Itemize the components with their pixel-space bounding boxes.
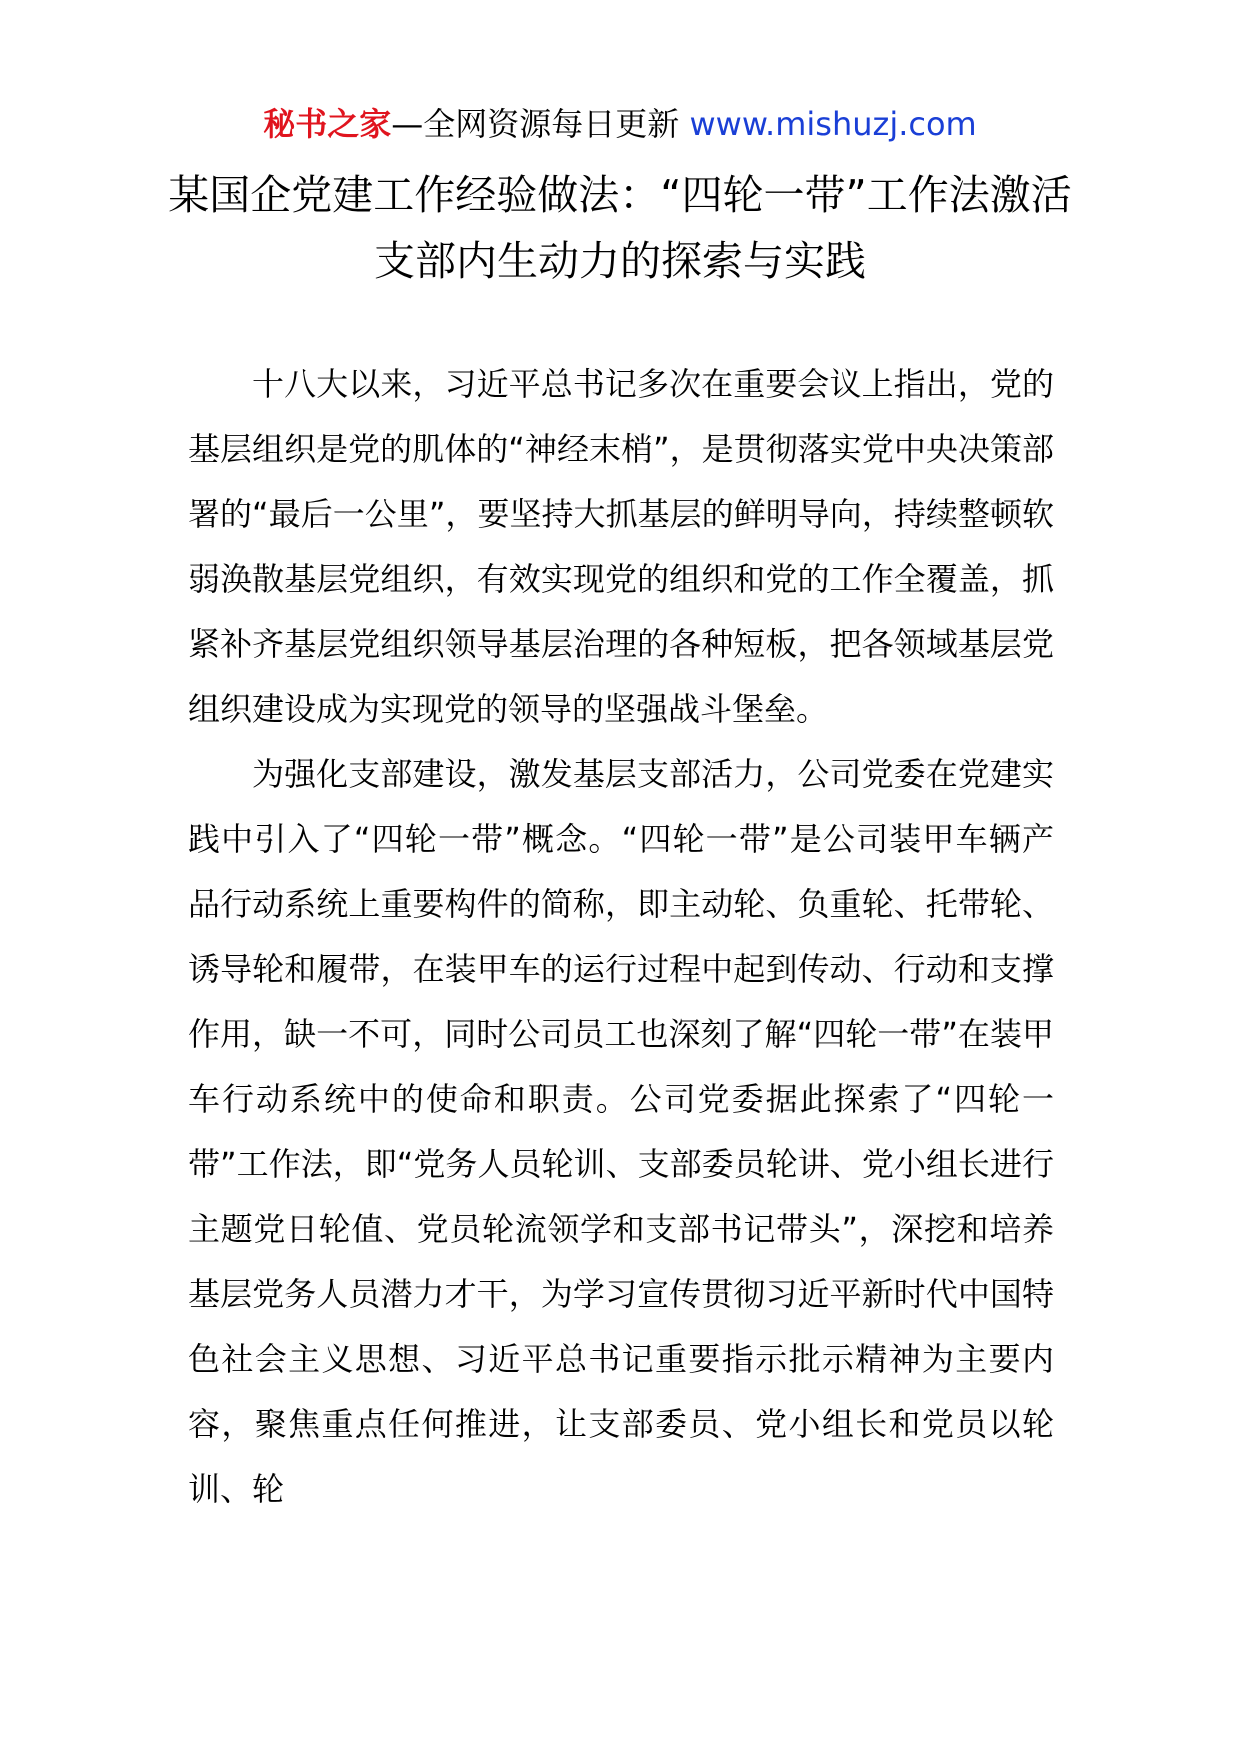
paragraph: 十八大以来，习近平总书记多次在重要会议上指出，党的基层组织是党的肌体的“神经末梢”，是贯彻落实党中央决策部署的“最后一公里”，要坚持大抓基层的鲜明导向，持续整顿软弱涣散基层党组织，有效实现党的组织和党的工作全覆盖，抓紧补齐基层党组织领导基层治理的各种短板，把各领域基层党组织建设成为实现党的领导的坚强战斗堡垒。	[188, 365, 1054, 728]
paragraph: 为强化支部建设，激发基层支部活力，公司党委在党建实践中引入了“四轮一带”概念。“四轮一带”是公司装甲车辆产品行动系统上重要构件的简称，即主动轮、负重轮、托带轮、诱导轮和履带，在装甲车的运行过程中起到传动、行动和支撑作用，缺一不可，同时公司员工也深刻了解“四轮一带”在装甲车行动系统中的使命和职责。公司党委据此探索了“四轮一带”工作法，即“党务人员轮训、支部委员轮讲、党小组长进行主题党日轮值、党员轮流领学和支部书记带头”，深挖和培养基层党务人员潜力才干，为学习宣传贯彻习近平新时代中国特色社会主义思想、习近平总书记重要指示批示精神为主要内容，聚焦重点任何推进，让支部委员、党小组长和党员以轮训、轮	[188, 755, 1054, 1508]
header-tagline: —全网资源每日更新	[391, 105, 680, 143]
brand-name: 秘书之家	[263, 105, 392, 143]
source-header	[0, 100, 1240, 148]
document-body	[188, 352, 1054, 1522]
document-title: 某国企党建工作经验做法：“四轮一带”工作法激活支部内生动力的探索与实践	[168, 171, 1072, 285]
website-link[interactable]: www.mishuzj.com	[689, 105, 977, 143]
